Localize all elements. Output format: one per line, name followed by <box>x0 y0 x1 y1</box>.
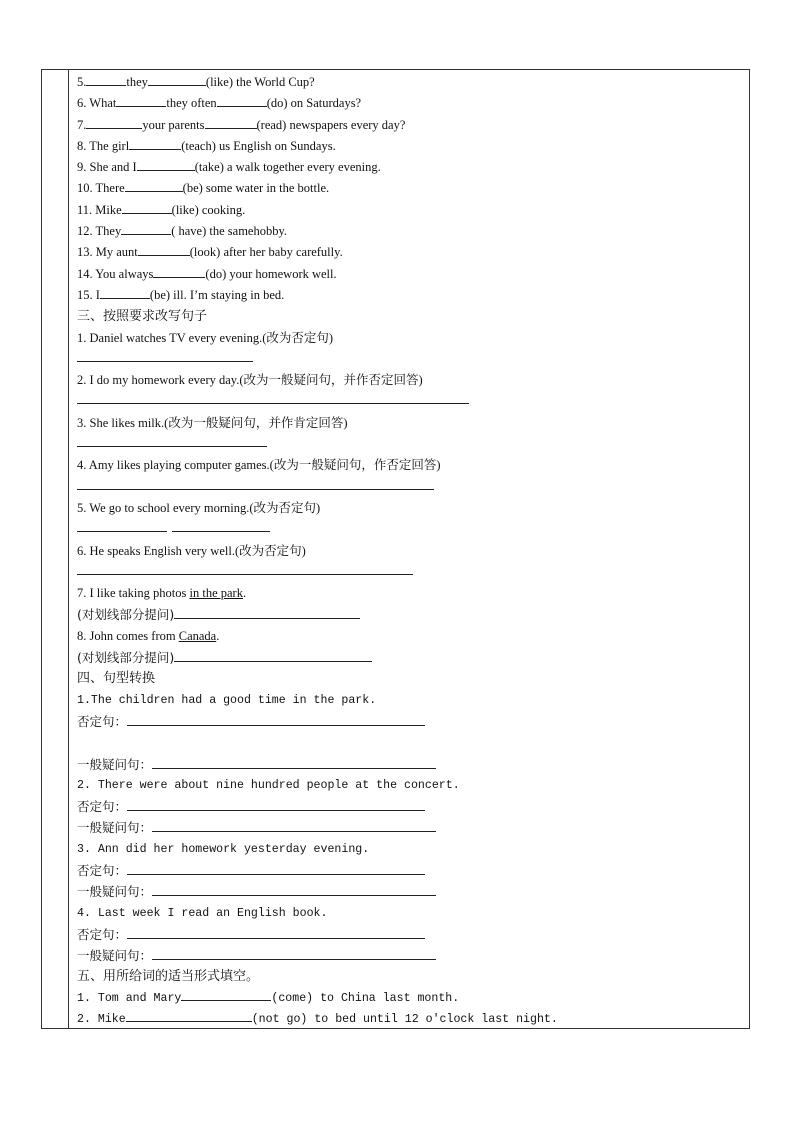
answer-blank[interactable] <box>217 94 267 107</box>
rewrite-question-2: 2. I do my homework every day.(改为一般疑问句，并作否定回答) <box>77 373 423 388</box>
question-12 <box>77 221 747 242</box>
answer-line[interactable] <box>77 349 747 370</box>
answer-blank[interactable] <box>152 883 436 896</box>
question-text: (do) your homework well. <box>205 266 337 281</box>
question-8 <box>77 136 747 157</box>
question-15 <box>77 285 747 306</box>
transform-sentence-4: 4. Last week I read an English book. <box>77 906 328 920</box>
rewrite-question-4: 4. Amy likes playing computer games.(改为一般疑问句，作否定回答) <box>77 458 441 473</box>
question-14 <box>77 264 747 285</box>
question-text: (be) ill. I’m staying in bed. <box>149 287 285 302</box>
question-text: 7. <box>77 117 87 132</box>
rewrite-question-3: 3. She likes milk.(改为一般疑问句，并作肯定回答) <box>77 415 348 430</box>
underlined-phrase: Canada <box>178 628 217 643</box>
verb-form-question-1 <box>77 988 747 1009</box>
question-text: (read) newspapers every day? <box>256 117 406 132</box>
question-text: 8. John comes from <box>77 628 179 643</box>
question-text: (teach) us English on Sundays. <box>181 138 336 153</box>
answer-line[interactable] <box>77 519 747 540</box>
question-text: . <box>242 586 247 601</box>
answer-blank[interactable] <box>86 73 126 86</box>
question-text: 5. <box>77 75 87 89</box>
answer-line[interactable] <box>77 562 747 583</box>
rewrite-prompt-8 <box>77 647 747 668</box>
verb-form-question-2 <box>77 1009 747 1030</box>
transform-sentence-1: 1.The children had a good time in the park. <box>77 693 377 707</box>
question-text: 13. My aunt <box>77 245 138 260</box>
question-label: 一般疑问句： <box>77 756 153 772</box>
question-text: they often <box>166 96 217 111</box>
answer-blank[interactable] <box>127 926 425 939</box>
question-text: they <box>126 75 148 89</box>
question-text: (be) some water in the bottle. <box>182 181 330 196</box>
negative-answer-row <box>77 796 747 817</box>
question-text: 8. The girl <box>77 138 130 153</box>
question-label: 一般疑问句： <box>77 820 153 836</box>
answer-blank[interactable] <box>125 179 183 192</box>
question-label: 一般疑问句： <box>77 948 153 964</box>
question-text: 12. They <box>77 224 122 239</box>
answer-blank[interactable] <box>126 1009 252 1022</box>
question-text: 6. What <box>77 96 117 111</box>
transform-sentence-3: 3. Ann did her homework yesterday evening. <box>77 842 370 856</box>
question-10 <box>77 178 747 199</box>
question-answer-row <box>77 881 747 902</box>
question-text: 10. There <box>77 181 125 196</box>
question-text: (look) after her baby carefully. <box>189 245 343 260</box>
question-text: (not go) to bed until 12 o'clock last night. <box>251 1013 558 1027</box>
question-label: 一般疑问句： <box>77 884 153 900</box>
negative-answer-row <box>77 860 747 881</box>
answer-blank[interactable] <box>129 137 181 150</box>
underlined-phrase: in the park <box>189 586 243 601</box>
question-answer-row <box>77 945 747 966</box>
answer-blank[interactable] <box>174 606 360 619</box>
question-text: (like) the World Cup? <box>205 75 315 89</box>
question-text: (take) a walk together every evening. <box>194 160 381 175</box>
answer-line[interactable] <box>77 477 747 498</box>
prompt-label: (对划线部分提问) <box>77 607 175 623</box>
answer-blank[interactable] <box>100 286 150 299</box>
answer-blank[interactable] <box>138 243 190 256</box>
prompt-label: (对划线部分提问) <box>77 650 175 666</box>
section-3-heading: 三、按照要求改写句子 <box>77 309 208 325</box>
rewrite-question-8 <box>77 626 747 647</box>
question-11 <box>77 200 747 221</box>
answer-line[interactable] <box>77 391 747 412</box>
answer-blank[interactable] <box>205 116 257 129</box>
answer-blank[interactable] <box>153 265 205 278</box>
question-text: 7. I like taking photos <box>77 586 190 601</box>
question-7 <box>77 115 747 136</box>
answer-blank[interactable] <box>137 158 195 171</box>
question-text: 1. Tom and Mary <box>77 991 182 1005</box>
question-text: (come) to China last month. <box>271 991 460 1005</box>
question-text: 14. You always <box>77 266 154 281</box>
question-text: 11. Mike <box>77 202 122 217</box>
negative-answer-row <box>77 924 747 945</box>
answer-blank[interactable] <box>181 988 271 1001</box>
question-text: ( have) the samehobby. <box>171 224 288 239</box>
question-answer-row <box>77 754 747 775</box>
negative-answer-row <box>77 711 747 732</box>
rewrite-question-1: 1. Daniel watches TV every evening.(改为否定句) <box>77 330 334 345</box>
negative-label: 否定句： <box>77 799 128 815</box>
question-text: (do) on Saturdays? <box>266 96 362 111</box>
question-text: 15. I <box>77 287 100 302</box>
question-text: 9. She and I <box>77 160 137 175</box>
answer-blank[interactable] <box>86 116 142 129</box>
question-text: (like) cooking. <box>171 202 246 217</box>
answer-blank[interactable] <box>116 94 166 107</box>
rewrite-question-5: 5. We go to school every morning.(改为否定句) <box>77 500 321 515</box>
answer-blank[interactable] <box>152 819 436 832</box>
section-5-heading: 五、用所给词的适当形式填空。 <box>77 969 260 985</box>
negative-label: 否定句： <box>77 862 128 878</box>
rewrite-prompt-7 <box>77 604 747 625</box>
question-9 <box>77 157 747 178</box>
answer-blank[interactable] <box>127 862 425 875</box>
question-text: your parents <box>142 117 205 132</box>
margin-divider <box>68 69 69 1029</box>
section-4-heading: 四、句型转换 <box>77 671 156 687</box>
answer-line[interactable] <box>77 434 747 455</box>
answer-blank[interactable] <box>122 201 172 214</box>
negative-label: 否定句： <box>77 713 128 729</box>
question-5 <box>77 72 747 93</box>
answer-blank[interactable] <box>148 73 206 86</box>
answer-blank[interactable] <box>152 756 436 769</box>
rewrite-question-6: 6. He speaks English very well.(改为否定句) <box>77 543 306 558</box>
rewrite-question-7 <box>77 583 747 604</box>
question-text: 2. Mike <box>77 1013 126 1027</box>
answer-blank[interactable] <box>127 798 425 811</box>
question-text: . <box>216 628 220 643</box>
question-answer-row <box>77 817 747 838</box>
transform-sentence-2: 2. There were about nine hundred people at the concert. <box>77 778 460 792</box>
answer-blank[interactable] <box>127 713 425 726</box>
negative-label: 否定句： <box>77 926 128 942</box>
answer-blank[interactable] <box>174 649 372 662</box>
answer-blank[interactable] <box>152 947 436 960</box>
worksheet-content <box>77 72 747 1030</box>
answer-blank[interactable] <box>121 222 171 235</box>
spacer <box>77 732 747 753</box>
question-6 <box>77 93 747 114</box>
question-13 <box>77 242 747 263</box>
